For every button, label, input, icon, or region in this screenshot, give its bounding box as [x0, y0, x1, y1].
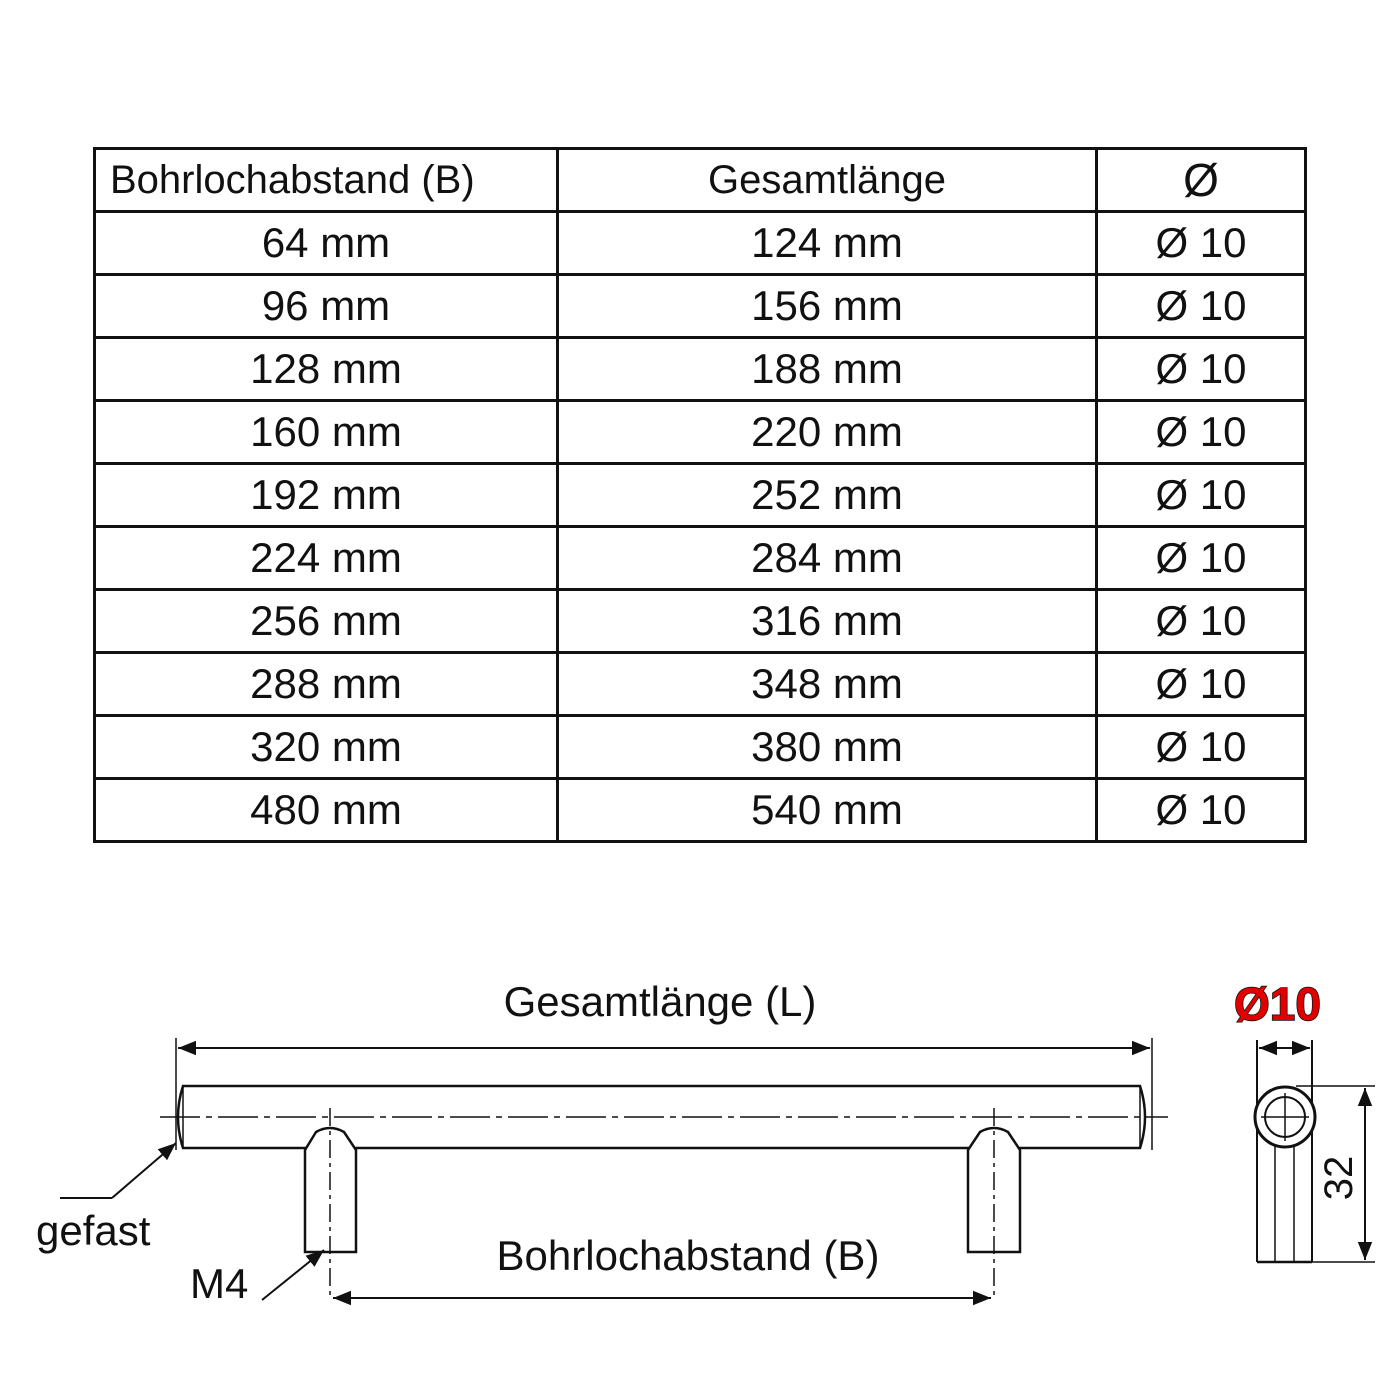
- chamfer-label: gefast: [36, 1207, 151, 1254]
- table-row: [95, 527, 1306, 590]
- cell-hole-spacing: 160 mm: [95, 401, 558, 464]
- cell-total-length: 316 mm: [558, 590, 1097, 653]
- cell-diameter: Ø 10: [1097, 401, 1306, 464]
- table-row: [95, 338, 1306, 401]
- height-label: 32: [1317, 1155, 1361, 1201]
- cell-total-length: 540 mm: [558, 779, 1097, 842]
- thread-leader: [190, 1250, 324, 1307]
- cell-hole-spacing: 64 mm: [95, 212, 558, 275]
- cell-hole-spacing: 224 mm: [95, 527, 558, 590]
- spec-table: [93, 147, 1307, 843]
- cell-diameter: Ø 10: [1097, 527, 1306, 590]
- cell-total-length: 188 mm: [558, 338, 1097, 401]
- cell-hole-spacing: 128 mm: [95, 338, 558, 401]
- table-row: [95, 212, 1306, 275]
- cell-hole-spacing: 192 mm: [95, 464, 558, 527]
- technical-drawing: [0, 960, 1400, 1400]
- table-row: [95, 716, 1306, 779]
- total-length-dimension: [176, 978, 1152, 1150]
- cell-diameter: Ø 10: [1097, 464, 1306, 527]
- cell-total-length: 380 mm: [558, 716, 1097, 779]
- cell-hole-spacing: 480 mm: [95, 779, 558, 842]
- cell-diameter: Ø 10: [1097, 779, 1306, 842]
- cell-total-length: 156 mm: [558, 275, 1097, 338]
- cell-diameter: Ø 10: [1097, 212, 1306, 275]
- header-diameter: Ø: [1097, 149, 1306, 212]
- total-length-label: Gesamtlänge (L): [503, 978, 817, 1025]
- cell-hole-spacing: 96 mm: [95, 275, 558, 338]
- cell-total-length: 252 mm: [558, 464, 1097, 527]
- header-total-length: Gesamtlänge: [558, 149, 1097, 212]
- right-leg: [968, 1108, 1020, 1300]
- side-view: [1255, 1040, 1375, 1262]
- left-leg: [305, 1108, 356, 1300]
- cell-diameter: Ø 10: [1097, 275, 1306, 338]
- table-row: [95, 590, 1306, 653]
- table-row: [95, 275, 1306, 338]
- cell-total-length: 348 mm: [558, 653, 1097, 716]
- table-row: [95, 401, 1306, 464]
- thread-label: M4: [190, 1260, 249, 1307]
- cell-diameter: Ø 10: [1097, 716, 1306, 779]
- chamfer-leader: [36, 1143, 176, 1254]
- cell-total-length: 284 mm: [558, 527, 1097, 590]
- table-header-row: [95, 149, 1306, 212]
- cell-hole-spacing: 288 mm: [95, 653, 558, 716]
- header-hole-spacing: Bohrlochabstand (B): [95, 149, 558, 212]
- hole-spacing-label: Bohrlochabstand (B): [496, 1232, 880, 1279]
- cell-total-length: 220 mm: [558, 401, 1097, 464]
- table-row: [95, 464, 1306, 527]
- table-row: [95, 653, 1306, 716]
- cell-hole-spacing: 320 mm: [95, 716, 558, 779]
- table-row: [95, 779, 1306, 842]
- diameter-label: Ø10: [1234, 978, 1321, 1030]
- hole-spacing-dimension: [333, 1232, 991, 1298]
- cell-diameter: Ø 10: [1097, 653, 1306, 716]
- cell-diameter: Ø 10: [1097, 590, 1306, 653]
- cell-diameter: Ø 10: [1097, 338, 1306, 401]
- cell-total-length: 124 mm: [558, 212, 1097, 275]
- cell-hole-spacing: 256 mm: [95, 590, 558, 653]
